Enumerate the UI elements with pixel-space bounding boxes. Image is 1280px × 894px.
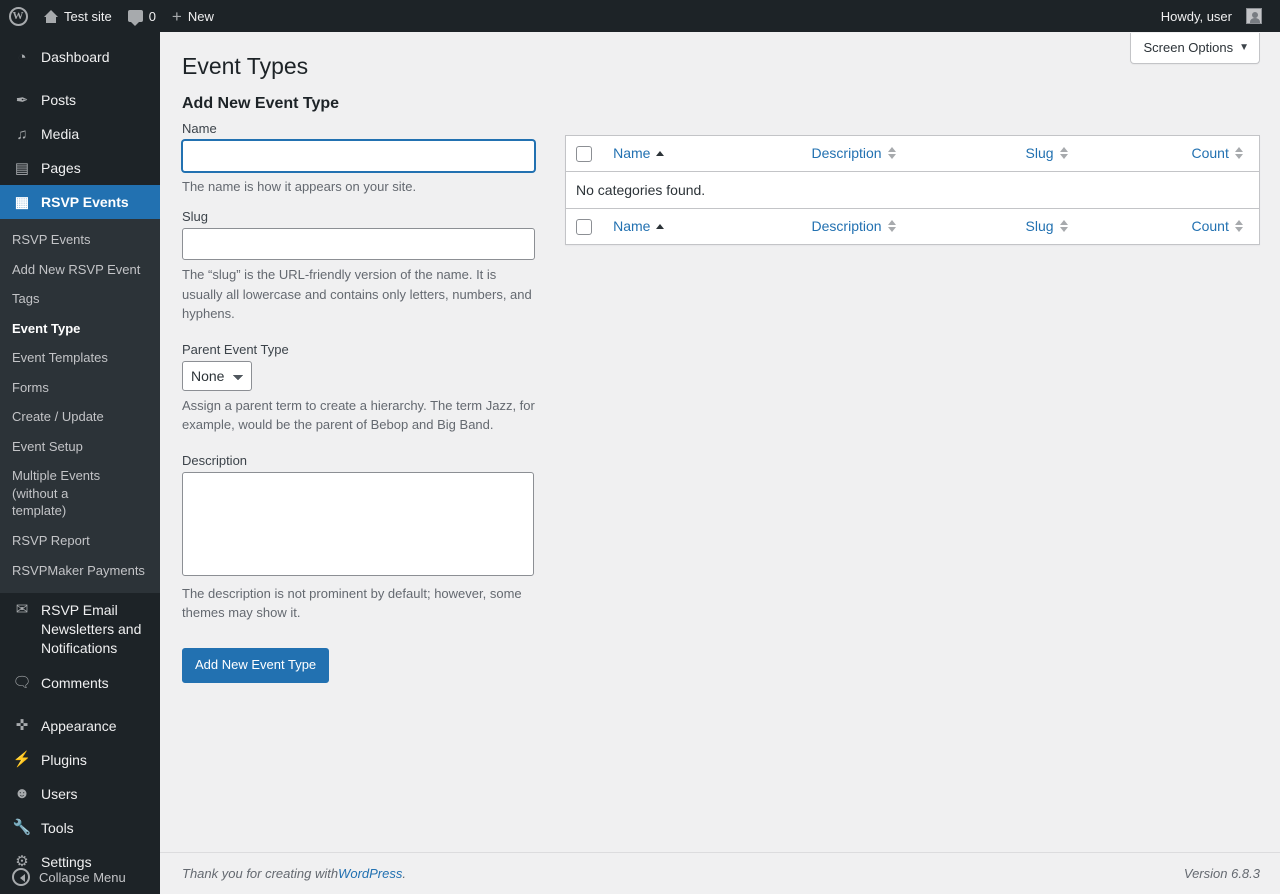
sort-indicator-slug-footer [1060,220,1068,232]
column-header-count[interactable] [1181,135,1259,171]
collapse-menu-label: Collapse Menu [39,869,126,885]
sidebar-item-label: Tools [41,819,74,836]
sidebar-divider [0,700,160,709]
sort-indicator-name [656,151,664,156]
wordpress-link[interactable]: WordPress [338,866,403,881]
admin-bar [0,0,1280,32]
no-items-message: No categories found. [566,171,1260,208]
pin-icon: ✒ [15,91,29,109]
sidebar-item-tools[interactable] [0,811,160,845]
plus-icon: + [171,6,182,26]
sidebar-item-label: Settings [41,853,92,870]
sort-indicator-count-footer [1235,220,1243,232]
site-name-label: Test site [64,8,112,24]
column-footer-description[interactable] [802,208,1016,244]
column-label-slug-footer: Slug [1025,218,1054,235]
field-slug [182,209,535,324]
column-label-slug: Slug [1025,145,1054,162]
select-all-header [566,135,604,171]
column-footer-name[interactable] [603,208,801,244]
tools-icon: 🔧 [12,819,32,837]
account-menu[interactable] [1153,0,1270,32]
page-title: Event Types [182,53,309,79]
sidebar-item-posts[interactable] [0,83,160,117]
sidebar-item-label: Comments [41,674,109,691]
column-label-name-footer: Name [613,218,651,235]
sort-indicator-count [1235,147,1243,159]
screen-options-label: Screen Options [1143,40,1234,55]
sidebar-subitem-forms[interactable]: Forms [12,379,49,395]
column-label-name: Name [613,145,651,162]
comments-count: 0 [148,8,156,24]
sidebar-subitem-multiple-events[interactable]: Multiple Events (without a template) [12,468,101,519]
add-new-term-form [182,121,535,683]
sidebar-item-label: RSVP Email Newsletters and Notifications [41,602,142,656]
sidebar-item-rsvp-email-newsletters[interactable] [0,593,160,666]
select-all-checkbox-top[interactable] [576,146,592,162]
description-textarea[interactable] [182,472,534,576]
column-label-description-footer: Description [811,218,882,235]
form-heading: Add New Event Type [182,94,340,112]
sidebar-item-users[interactable] [0,777,160,811]
admin-footer [160,852,1280,894]
sidebar-item-label: Dashboard [41,49,110,65]
plugins-icon: ⚡ [12,751,32,769]
sidebar-item-appearance[interactable] [0,709,160,743]
sidebar-subitem-event-type[interactable]: Event Type [12,320,81,336]
new-label: New [187,8,214,24]
description-help: The description is not prominent by default; however, some themes may show it. [182,585,522,621]
new-content-menu[interactable] [164,0,222,32]
comments-menu[interactable] [120,0,164,32]
sidebar-item-dashboard[interactable] [0,40,160,74]
slug-label: Slug [182,209,209,225]
parent-event-type-select[interactable] [182,361,252,391]
collapse-arrow-icon [12,868,30,886]
wordpress-version: Version 6.8.3 [1183,866,1260,881]
avatar [1246,8,1262,24]
sort-indicator-description-footer [888,220,896,232]
email-icon: ✉ [15,601,29,619]
sidebar-subitem-rsvp-report[interactable]: RSVP Report [12,533,90,549]
name-input[interactable] [182,140,535,172]
select-all-checkbox-bottom[interactable] [576,219,592,235]
add-new-event-type-button[interactable]: Add New Event Type [182,648,329,683]
terms-table [565,135,1260,245]
sidebar-subitem-event-setup[interactable]: Event Setup [12,438,83,454]
wordpress-logo-icon [9,7,28,26]
table-footer-row [566,208,1260,244]
settings-icon: ⚙ [15,853,29,871]
sidebar-divider [0,74,160,83]
home-icon [44,10,58,23]
parent-help: Assign a parent term to create a hierarchy. The term Jazz, for example, would be the parent of Bebop and Big Band. [182,397,535,433]
main-content [160,32,1280,894]
pages-icon: ▤ [14,159,30,177]
sidebar-subitem-rsvpmaker-payments[interactable]: RSVPMaker Payments [12,562,145,578]
sidebar-item-label: Appearance [41,717,117,734]
comment-bubble-icon [128,10,143,22]
calendar-icon: ▦ [14,193,30,211]
sidebar-subitem-tags[interactable]: Tags [12,291,40,307]
comments-icon: 🗨 [12,674,32,692]
wordpress-logo-button[interactable] [0,0,36,32]
terms-list-panel [565,121,1260,683]
column-label-count: Count [1191,145,1229,162]
column-header-slug[interactable] [1016,135,1182,171]
sidebar-submenu-rsvp-events [0,219,160,593]
column-label-description: Description [811,145,882,162]
table-body [566,171,1260,208]
footer-thanks-suffix: . [402,866,406,881]
screen-options-toggle[interactable] [1130,33,1260,64]
parent-label: Parent Event Type [182,341,289,357]
sidebar-subitem-add-new-rsvp-event[interactable]: Add New RSVP Event [12,261,141,277]
chevron-down-icon: ▼ [1239,41,1249,53]
slug-input[interactable] [182,228,535,260]
description-label: Description [182,452,248,468]
sidebar-item-label: RSVP Events [41,194,129,210]
dashboard-icon: ◔ [17,48,27,66]
sidebar-subitem-create-update[interactable]: Create / Update [12,409,104,425]
field-parent-event-type [182,342,535,435]
collapse-menu-button[interactable] [0,860,160,894]
site-name-menu[interactable] [36,0,120,32]
column-footer-slug[interactable] [1016,208,1182,244]
users-icon: ☻ [14,785,30,803]
media-icon: ♫ [16,125,28,143]
name-label: Name [182,120,217,136]
sort-indicator-name-footer [656,224,664,229]
footer-thanks-prefix: Thank you for creating with [182,866,339,881]
sort-indicator-description [888,147,896,159]
sidebar-item-label: Plugins [41,751,87,768]
sidebar-item-plugins[interactable] [0,743,160,777]
name-help: The name is how it appears on your site. [182,178,417,194]
howdy-label: Howdy, user [1160,8,1232,24]
slug-help: The “slug” is the URL-friendly version of the name. It is usually all lowercase and contains only letters, numbers, and hyphens. [182,267,532,322]
column-footer-count[interactable] [1181,208,1259,244]
sidebar-item-label: Pages [41,160,81,176]
sort-indicator-slug [1060,147,1068,159]
table-header-row [566,135,1260,171]
sidebar-item-rsvp-events[interactable] [0,185,160,219]
sidebar-subitem-rsvp-events[interactable]: RSVP Events [12,232,91,247]
field-description [182,453,535,623]
column-header-name[interactable] [603,135,801,171]
select-all-footer [566,208,604,244]
sidebar-subitem-event-templates[interactable]: Event Templates [12,350,108,366]
admin-sidebar [0,32,160,894]
sidebar-item-label: Media [41,126,80,142]
sidebar-item-media[interactable] [0,117,160,151]
column-header-description[interactable] [802,135,1016,171]
table-row-empty [566,171,1260,208]
sidebar-item-label: Users [41,785,78,802]
column-label-count-footer: Count [1191,218,1229,235]
field-name [182,121,535,197]
sidebar-item-label: Posts [41,92,77,108]
appearance-icon: ✜ [15,717,29,735]
sidebar-item-pages[interactable] [0,151,160,185]
sidebar-item-comments[interactable] [0,666,160,700]
